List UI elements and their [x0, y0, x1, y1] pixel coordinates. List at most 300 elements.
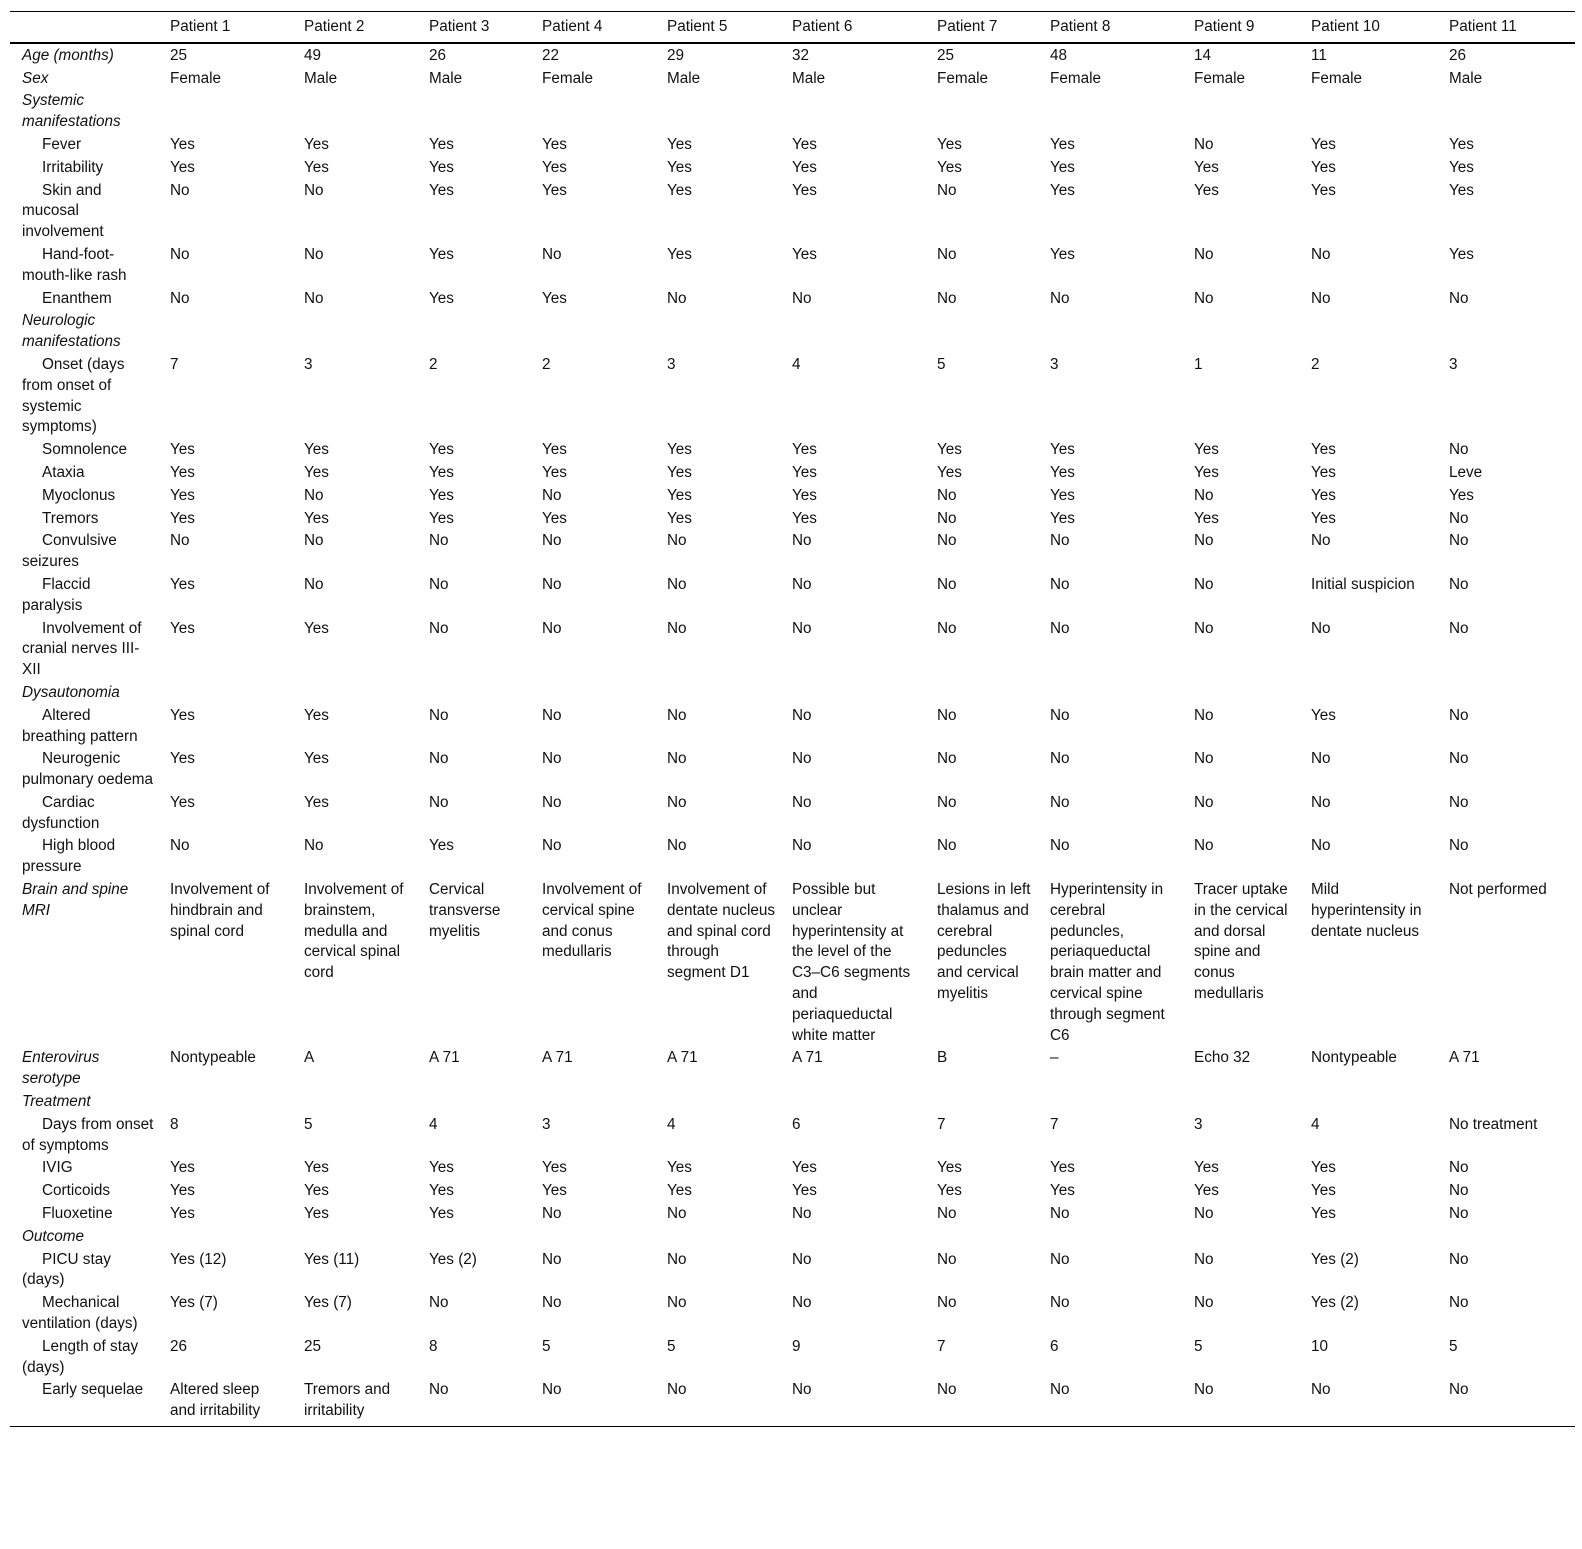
- cell-patient-6: 6: [792, 1115, 801, 1133]
- cell-patient-4: Yes: [542, 441, 567, 459]
- cell-patient-6: No: [792, 619, 812, 637]
- row-label: Neurogenic pulmonary oedema: [22, 750, 153, 789]
- cell-patient-3: 4: [429, 1115, 438, 1133]
- cell-patient-3: Yes: [429, 463, 454, 481]
- cell-patient-11: No: [1449, 1205, 1469, 1223]
- cell-patient-3: 26: [429, 46, 447, 64]
- cell-patient-8: Yes: [1050, 181, 1075, 199]
- cell-patient-9: Echo 32: [1194, 1049, 1251, 1067]
- cell-patient-10: Yes: [1311, 509, 1336, 527]
- cell-patient-10: Yes: [1311, 181, 1336, 199]
- cell-patient-5: Yes: [667, 486, 692, 504]
- cell-patient-8: [1042, 1226, 1186, 1249]
- header-patient-11: Patient 11: [1441, 12, 1575, 43]
- cell-patient-9: [1186, 310, 1303, 354]
- cell-patient-10: [1303, 682, 1441, 705]
- cell-patient-2: [296, 1226, 421, 1249]
- cell-patient-2: Involvement of brainstem, medulla and cervical spinal cord: [304, 881, 404, 982]
- cell-patient-5: Involvement of dentate nucleus and spinal cord through segment D1: [667, 881, 776, 982]
- cell-patient-5: No: [667, 706, 687, 724]
- cell-patient-9: No: [1194, 793, 1214, 811]
- cell-patient-9: No: [1194, 706, 1214, 724]
- cell-patient-4: 5: [542, 1337, 551, 1355]
- cell-patient-6: Possible but unclear hyperintensity at the level of the C3–C6 segments and periaqueductal white matter: [792, 881, 911, 1044]
- cell-patient-10: Mild hyperintensity in dentate nucleus: [1311, 881, 1422, 940]
- cell-patient-2: [296, 682, 421, 705]
- cell-patient-2: No: [304, 532, 324, 550]
- cell-patient-3: Yes: [429, 289, 454, 307]
- cell-patient-5: [659, 90, 784, 134]
- table-row: [10, 1091, 1575, 1114]
- cell-patient-10: Yes: [1311, 135, 1336, 153]
- cell-patient-4: No: [542, 486, 562, 504]
- cell-patient-8: 7: [1050, 1115, 1059, 1133]
- cell-patient-8: –: [1050, 1049, 1059, 1067]
- cell-patient-10: Yes: [1311, 1205, 1336, 1223]
- cell-patient-9: No: [1194, 750, 1214, 768]
- cell-patient-7: B: [937, 1049, 948, 1067]
- header-patient-1: Patient 1: [162, 12, 296, 43]
- cell-patient-8: Yes: [1050, 1182, 1075, 1200]
- cell-patient-11: Yes: [1449, 135, 1474, 153]
- cell-patient-8: 48: [1050, 46, 1068, 64]
- cell-patient-7: [929, 90, 1042, 134]
- header-patient-6: Patient 6: [784, 12, 929, 43]
- cell-patient-3: [421, 682, 534, 705]
- cell-patient-11: No: [1449, 532, 1469, 550]
- cell-patient-1: Yes: [170, 575, 195, 593]
- cell-patient-7: No: [937, 509, 957, 527]
- cell-patient-3: Yes: [429, 158, 454, 176]
- cell-patient-6: 4: [792, 355, 801, 373]
- cell-patient-10: Yes: [1311, 486, 1336, 504]
- cell-patient-8: Female: [1050, 69, 1102, 87]
- cell-patient-3: Yes: [429, 181, 454, 199]
- cell-patient-6: No: [792, 837, 812, 855]
- cell-patient-2: [296, 310, 421, 354]
- cell-patient-1: Yes: [170, 509, 195, 527]
- cell-patient-3: No: [429, 750, 449, 768]
- cell-patient-8: [1042, 682, 1186, 705]
- cell-patient-7: 25: [937, 46, 955, 64]
- cell-patient-1: [162, 310, 296, 354]
- table-row: [10, 439, 1575, 462]
- row-label: Days from onset of symptoms: [22, 1115, 154, 1154]
- cell-patient-2: 25: [304, 1337, 322, 1355]
- cell-patient-6: Yes: [792, 245, 817, 263]
- cell-patient-10: Yes: [1311, 1159, 1336, 1177]
- cell-patient-2: Male: [304, 69, 338, 87]
- cell-patient-1: Yes: [170, 463, 195, 481]
- cell-patient-9: Yes: [1194, 463, 1219, 481]
- cell-patient-2: Yes: [304, 619, 329, 637]
- row-label: Fever: [42, 135, 82, 153]
- cell-patient-3: Male: [429, 69, 463, 87]
- cell-patient-3: Yes: [429, 837, 454, 855]
- row-label: Flaccid paralysis: [22, 575, 91, 614]
- cell-patient-6: No: [792, 793, 812, 811]
- cell-patient-9: No: [1194, 619, 1214, 637]
- cell-patient-11: No: [1449, 793, 1469, 811]
- cell-patient-1: Involvement of hindbrain and spinal cord: [170, 881, 270, 940]
- table-row: [10, 748, 1575, 792]
- cell-patient-7: [929, 310, 1042, 354]
- cell-patient-1: Yes: [170, 1159, 195, 1177]
- cell-patient-3: A 71: [429, 1049, 460, 1067]
- cell-patient-10: 4: [1311, 1115, 1320, 1133]
- header-patient-4: Patient 4: [534, 12, 659, 43]
- table-row: [10, 288, 1575, 311]
- cell-patient-1: [162, 682, 296, 705]
- row-label: IVIG: [42, 1159, 73, 1177]
- cell-patient-9: 3: [1194, 1115, 1203, 1133]
- cell-patient-9: 5: [1194, 1337, 1203, 1355]
- cell-patient-8: No: [1050, 793, 1070, 811]
- cell-patient-1: Yes: [170, 793, 195, 811]
- cell-patient-2: Yes: [304, 441, 329, 459]
- cell-patient-5: Yes: [667, 1159, 692, 1177]
- cell-patient-1: Yes: [170, 486, 195, 504]
- cell-patient-11: No: [1449, 706, 1469, 724]
- cell-patient-5: No: [667, 1294, 687, 1312]
- cell-patient-4: No: [542, 1250, 562, 1268]
- row-label: Enterovirus serotype: [22, 1049, 100, 1088]
- cell-patient-6: Yes: [792, 1182, 817, 1200]
- cell-patient-10: No: [1311, 532, 1331, 550]
- cell-patient-2: Yes: [304, 135, 329, 153]
- cell-patient-11: No: [1449, 575, 1469, 593]
- cell-patient-9: No: [1194, 532, 1214, 550]
- row-label: Systemic manifestations: [22, 92, 121, 131]
- cell-patient-3: Yes: [429, 1205, 454, 1223]
- cell-patient-9: No: [1194, 245, 1214, 263]
- cell-patient-11: No treatment: [1449, 1115, 1538, 1133]
- row-label: Altered breathing pattern: [22, 706, 138, 745]
- cell-patient-5: No: [667, 619, 687, 637]
- cell-patient-10: [1303, 90, 1441, 134]
- cell-patient-9: Yes: [1194, 509, 1219, 527]
- cell-patient-11: No: [1449, 509, 1469, 527]
- table-row: [10, 1336, 1575, 1380]
- row-label: Length of stay (days): [22, 1337, 139, 1376]
- table-row: [10, 1292, 1575, 1336]
- cell-patient-7: No: [937, 750, 957, 768]
- cell-patient-8: Yes: [1050, 486, 1075, 504]
- cell-patient-2: No: [304, 837, 324, 855]
- cell-patient-10: Yes: [1311, 158, 1336, 176]
- row-label: Mechanical ventilation (days): [22, 1294, 138, 1333]
- table-row: [10, 508, 1575, 531]
- cell-patient-4: Yes: [542, 509, 567, 527]
- cell-patient-6: Yes: [792, 135, 817, 153]
- cell-patient-3: 8: [429, 1337, 438, 1355]
- row-label: Sex: [22, 69, 49, 87]
- cell-patient-8: [1042, 310, 1186, 354]
- cell-patient-4: No: [542, 575, 562, 593]
- cell-patient-7: No: [937, 1250, 957, 1268]
- cell-patient-6: No: [792, 1294, 812, 1312]
- cell-patient-11: No: [1449, 1294, 1469, 1312]
- cell-patient-2: Yes: [304, 706, 329, 724]
- cell-patient-7: [929, 682, 1042, 705]
- cell-patient-6: [784, 310, 929, 354]
- cell-patient-6: Yes: [792, 509, 817, 527]
- row-label: Brain and spine MRI: [22, 881, 129, 919]
- cell-patient-9: Tracer uptake in the cervical and dorsal spine and conus medullaris: [1194, 881, 1288, 1003]
- cell-patient-1: No: [170, 245, 190, 263]
- cell-patient-11: [1441, 682, 1575, 705]
- cell-patient-4: Yes: [542, 289, 567, 307]
- cell-patient-5: Yes: [667, 509, 692, 527]
- cell-patient-10: Yes: [1311, 1182, 1336, 1200]
- header-patient-10: Patient 10: [1303, 12, 1441, 43]
- cell-patient-8: Yes: [1050, 441, 1075, 459]
- cell-patient-5: 3: [667, 355, 676, 373]
- cell-patient-9: Female: [1194, 69, 1246, 87]
- cell-patient-11: No: [1449, 619, 1469, 637]
- cell-patient-7: No: [937, 181, 957, 199]
- cell-patient-2: Yes: [304, 509, 329, 527]
- cell-patient-4: Involvement of cervical spine and conus medullaris: [542, 881, 642, 961]
- cell-patient-8: No: [1050, 837, 1070, 855]
- cell-patient-7: Yes: [937, 441, 962, 459]
- cell-patient-8: 6: [1050, 1337, 1059, 1355]
- cell-patient-7: Yes: [937, 463, 962, 481]
- cell-patient-3: No: [429, 706, 449, 724]
- table-row: [10, 68, 1575, 91]
- cell-patient-1: Yes: [170, 158, 195, 176]
- table-row: [10, 705, 1575, 749]
- cell-patient-7: No: [937, 793, 957, 811]
- table-header: [10, 12, 1575, 43]
- header-row: [10, 12, 1575, 43]
- table-row: [10, 1226, 1575, 1249]
- cell-patient-5: [659, 1091, 784, 1114]
- cell-patient-9: No: [1194, 486, 1214, 504]
- cell-patient-2: Yes: [304, 750, 329, 768]
- cell-patient-2: [296, 1091, 421, 1114]
- cell-patient-5: [659, 310, 784, 354]
- cell-patient-4: [534, 1091, 659, 1114]
- cell-patient-4: Yes: [542, 463, 567, 481]
- cell-patient-11: No: [1449, 750, 1469, 768]
- cell-patient-3: Yes (2): [429, 1250, 477, 1268]
- cell-patient-8: Yes: [1050, 463, 1075, 481]
- cell-patient-4: Yes: [542, 1159, 567, 1177]
- cell-patient-2: No: [304, 289, 324, 307]
- cell-patient-2: No: [304, 245, 324, 263]
- cell-patient-5: Yes: [667, 158, 692, 176]
- row-label: High blood pressure: [22, 837, 116, 876]
- cell-patient-5: No: [659, 1379, 784, 1426]
- cell-patient-6: [784, 682, 929, 705]
- cell-patient-1: [162, 1091, 296, 1114]
- cell-patient-5: 29: [667, 46, 685, 64]
- cell-patient-10: No: [1311, 289, 1331, 307]
- cell-patient-7: Yes: [937, 1182, 962, 1200]
- cell-patient-3: No: [429, 575, 449, 593]
- row-label: Fluoxetine: [42, 1205, 113, 1223]
- cell-patient-9: No: [1194, 1205, 1214, 1223]
- table-row: [10, 1157, 1575, 1180]
- cell-patient-9: [1186, 1226, 1303, 1249]
- cell-patient-4: Yes: [542, 1182, 567, 1200]
- cell-patient-3: [421, 310, 534, 354]
- cell-patient-5: [659, 682, 784, 705]
- cell-patient-5: Male: [667, 69, 701, 87]
- cell-patient-8: No: [1050, 706, 1070, 724]
- cell-patient-8: No: [1050, 1205, 1070, 1223]
- cell-patient-10: Yes (2): [1311, 1250, 1359, 1268]
- cell-patient-3: Yes: [429, 441, 454, 459]
- cell-patient-1: Yes (7): [170, 1294, 218, 1312]
- cell-patient-6: A 71: [792, 1049, 823, 1067]
- cell-patient-4: [534, 310, 659, 354]
- cell-patient-5: A 71: [667, 1049, 698, 1067]
- cell-patient-6: [784, 1226, 929, 1249]
- cell-patient-4: No: [542, 619, 562, 637]
- cell-patient-6: No: [784, 1379, 929, 1426]
- cell-patient-11: Not performed: [1449, 881, 1547, 899]
- cell-patient-11: No: [1449, 837, 1469, 855]
- cell-patient-7: 7: [937, 1115, 946, 1133]
- cell-patient-10: Female: [1311, 69, 1363, 87]
- header-patient-2: Patient 2: [296, 12, 421, 43]
- cell-patient-4: Yes: [542, 135, 567, 153]
- cell-patient-2: Tremors and irritability: [296, 1379, 421, 1426]
- cell-patient-7: No: [937, 1294, 957, 1312]
- cell-patient-4: 2: [542, 355, 551, 373]
- cell-patient-7: [929, 1226, 1042, 1249]
- table-row: [10, 180, 1575, 244]
- table-row: [10, 682, 1575, 705]
- clinical-table-container: [10, 11, 1575, 1427]
- cell-patient-4: [534, 682, 659, 705]
- cell-patient-5: Yes: [667, 1182, 692, 1200]
- cell-patient-7: Female: [937, 69, 989, 87]
- cell-patient-8: No: [1042, 1379, 1186, 1426]
- cell-patient-11: 26: [1449, 46, 1467, 64]
- cell-patient-1: Yes: [170, 1205, 195, 1223]
- header-patient-7: Patient 7: [929, 12, 1042, 43]
- cell-patient-6: Yes: [792, 486, 817, 504]
- cell-patient-10: 2: [1311, 355, 1320, 373]
- cell-patient-4: No: [534, 1379, 659, 1426]
- cell-patient-4: No: [542, 706, 562, 724]
- cell-patient-1: Yes: [170, 706, 195, 724]
- cell-patient-9: Yes: [1194, 441, 1219, 459]
- cell-patient-7: No: [937, 532, 957, 550]
- cell-patient-4: No: [542, 245, 562, 263]
- table-row: [10, 618, 1575, 682]
- cell-patient-7: 5: [937, 355, 946, 373]
- row-label: Neurologic manifestations: [22, 312, 121, 351]
- cell-patient-1: 8: [170, 1115, 179, 1133]
- table-row: [10, 43, 1575, 68]
- cell-patient-10: No: [1311, 793, 1331, 811]
- cell-patient-6: 32: [792, 46, 810, 64]
- cell-patient-4: 22: [542, 46, 560, 64]
- header-patient-8: Patient 8: [1042, 12, 1186, 43]
- table-row: [10, 574, 1575, 618]
- cell-patient-9: No: [1194, 575, 1214, 593]
- row-label: Cardiac dysfunction: [22, 793, 100, 832]
- cell-patient-2: Yes: [304, 1159, 329, 1177]
- cell-patient-5: Yes: [667, 245, 692, 263]
- cell-patient-10: No: [1303, 1379, 1441, 1426]
- cell-patient-4: [534, 90, 659, 134]
- cell-patient-1: 7: [170, 355, 179, 373]
- cell-patient-8: Yes: [1050, 158, 1075, 176]
- cell-patient-9: Yes: [1194, 1159, 1219, 1177]
- table-row: [10, 310, 1575, 354]
- cell-patient-1: No: [170, 289, 190, 307]
- row-label: Irritability: [42, 158, 104, 176]
- cell-patient-1: Yes: [170, 135, 195, 153]
- cell-patient-1: Nontypeable: [170, 1049, 256, 1067]
- table-row: [10, 90, 1575, 134]
- cell-patient-7: No: [937, 575, 957, 593]
- cell-patient-4: Female: [542, 69, 594, 87]
- cell-patient-5: No: [667, 289, 687, 307]
- cell-patient-10: [1303, 1091, 1441, 1114]
- cell-patient-7: Yes: [937, 1159, 962, 1177]
- row-label: Involvement of cranial nerves III-XII: [22, 619, 142, 679]
- cell-patient-8: [1042, 90, 1186, 134]
- cell-patient-1: Altered sleep and irritability: [162, 1379, 296, 1426]
- cell-patient-8: No: [1050, 750, 1070, 768]
- table-row: [10, 792, 1575, 836]
- cell-patient-10: Yes: [1311, 706, 1336, 724]
- cell-patient-7: No: [937, 486, 957, 504]
- cell-patient-7: No: [937, 1205, 957, 1223]
- cell-patient-10: No: [1311, 619, 1331, 637]
- cell-patient-6: Yes: [792, 441, 817, 459]
- cell-patient-11: Yes: [1449, 486, 1474, 504]
- row-label: Ataxia: [42, 463, 85, 481]
- cell-patient-10: Initial suspicion: [1311, 575, 1415, 593]
- cell-patient-8: No: [1050, 619, 1070, 637]
- cell-patient-6: No: [792, 575, 812, 593]
- row-label: Tremors: [42, 509, 99, 527]
- cell-patient-3: Yes: [429, 486, 454, 504]
- cell-patient-10: Yes: [1311, 441, 1336, 459]
- cell-patient-3: No: [429, 619, 449, 637]
- cell-patient-7: No: [937, 619, 957, 637]
- cell-patient-8: Yes: [1050, 135, 1075, 153]
- cell-patient-7: Lesions in left thalamus and cerebral peduncles and cervical myelitis: [937, 881, 1031, 1003]
- cell-patient-11: [1441, 90, 1575, 134]
- cell-patient-11: No: [1449, 289, 1469, 307]
- cell-patient-3: [421, 90, 534, 134]
- cell-patient-11: 3: [1449, 355, 1458, 373]
- cell-patient-3: [421, 1226, 534, 1249]
- cell-patient-6: Male: [792, 69, 826, 87]
- cell-patient-9: [1186, 682, 1303, 705]
- cell-patient-2: [296, 90, 421, 134]
- cell-patient-11: [1441, 1226, 1575, 1249]
- cell-patient-2: Yes: [304, 463, 329, 481]
- cell-patient-5: 5: [667, 1337, 676, 1355]
- cell-patient-9: [1186, 90, 1303, 134]
- cell-patient-5: No: [667, 1250, 687, 1268]
- cell-patient-1: No: [170, 532, 190, 550]
- cell-patient-2: 3: [304, 355, 313, 373]
- cell-patient-8: No: [1050, 1250, 1070, 1268]
- cell-patient-1: Yes: [170, 1182, 195, 1200]
- cell-patient-5: Yes: [667, 441, 692, 459]
- cell-patient-5: No: [667, 750, 687, 768]
